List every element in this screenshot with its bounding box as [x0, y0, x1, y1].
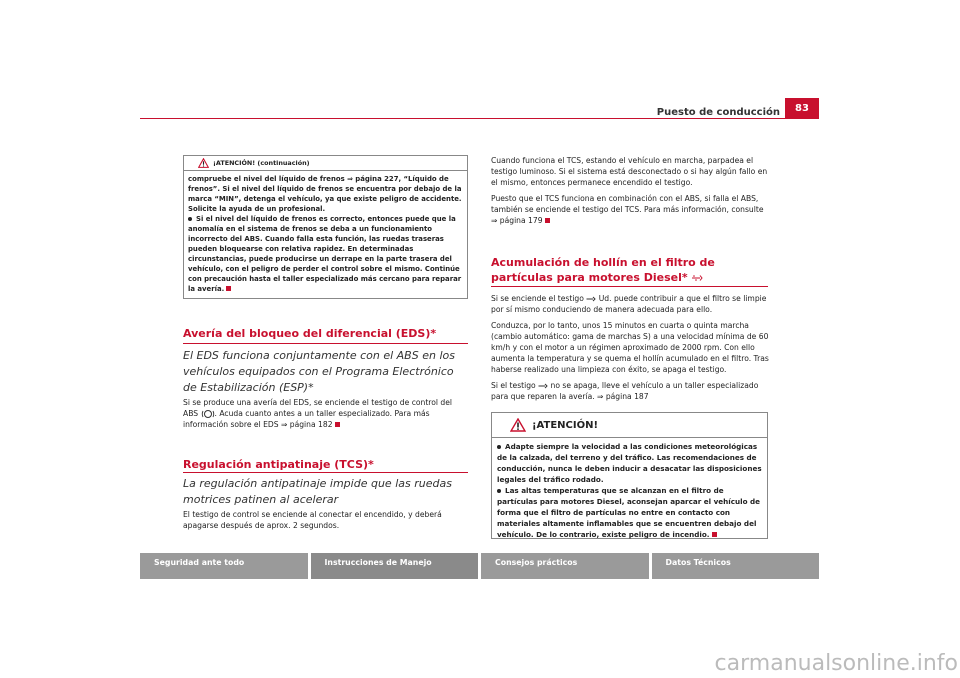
section-subheading-tcs: La regulación antipatinaje impide que las ruedas motrices patinen al acelerar: [183, 477, 452, 506]
footer-nav: [140, 553, 819, 579]
bullet-icon: [497, 489, 501, 493]
section-subheading-eds: El EDS funciona conjuntamente con el ABS en los vehículos equipados con el Programa Electrónico de Estabilización (ESP)*: [183, 349, 455, 394]
tcs-paragraph: Cuando funciona el TCS, estando el vehículo en marcha, parpadea el testigo luminoso. Si el sistema está desconectado o si hay algún fallo en el mismo, entonces permanece encendido el testigo.: [491, 156, 768, 187]
section-divider: [183, 343, 468, 344]
end-mark-icon: [545, 218, 550, 223]
page-reference-link[interactable]: ⇒ página 179: [491, 216, 543, 225]
dpf-text: Si se enciende el testigo: [491, 294, 584, 303]
warning-box-header: [184, 156, 467, 171]
section-heading-dpf: [491, 255, 771, 285]
particle-filter-icon: [691, 274, 703, 282]
warning-box-continued: [183, 155, 468, 299]
tcs-paragraph: Puesto que el TCS funciona en combinación con el ABS, si falla el ABS, también se enciende el testigo del TCS. Para más información, consulte: [491, 194, 764, 214]
warning-triangle-icon: [198, 158, 209, 168]
eds-text: Si se produce una avería del EDS, se enciende el testigo de control del ABS: [183, 398, 453, 418]
dpf-text: Si el testigo: [491, 381, 536, 390]
warning-box-title: ¡ATENCIÓN! (continuación): [213, 159, 310, 167]
right-column-top: [491, 155, 771, 231]
bullet-icon: [497, 445, 501, 449]
warning-paragraph: Las altas temperaturas que se alcanzan en el filtro de partículas para motores Diesel, aconsejan aparcar el vehículo de forma que el filtro de partículas no entre en contacto con materiales altamente inflamables que se encuentren debajo del vehículo. De lo contrario, existe peligro de incendio.: [497, 486, 761, 539]
footer-tab-datos[interactable]: Datos Técnicos: [652, 553, 820, 579]
footer-tab-instrucciones[interactable]: Instrucciones de Manejo: [311, 553, 479, 579]
section-heading-eds: Avería del bloqueo del diferencial (EDS)*: [183, 327, 437, 340]
section-heading-dpf-text: Acumulación de hollín en el filtro de partículas para motores Diesel*: [491, 256, 715, 284]
tcs-text: El testigo de control se enciende al conectar el encendido, y deberá apagarse después de aprox. 2 segundos.: [183, 510, 442, 530]
section-divider: [183, 472, 468, 473]
header-divider: [140, 118, 819, 119]
right-column-dpf: [491, 293, 771, 407]
dpf-text: Conduzca, por lo tanto, unos 15 minutos en cuarta o quinta marcha (cambio automático: gama de marchas S) a una velocidad mínima de 60 km/h y con el motor a un régimen aproximado de 2000 rpm. Con ello aumenta la temperatura y se quema el hollín acumulado en el filtro. Tras haberse realizado una limpieza con éxito, se apaga el testigo.: [491, 321, 769, 374]
warning-box-title: ¡ATENCIÓN!: [532, 419, 599, 431]
section-divider: [491, 286, 768, 287]
abs-warning-icon: [201, 410, 215, 418]
warning-box: [491, 412, 768, 539]
dpf-text: Ud. puede contribuir a que el filtro se limpie por sí mismo conduciendo de manera adecuada para ello.: [491, 294, 767, 314]
watermark-text: carmanualsonline.info: [714, 651, 958, 676]
dpf-text: no se apaga, lleve el vehículo a un taller especializado para que reparen la avería. ⇒ página 187: [491, 381, 759, 401]
end-mark-icon: [712, 532, 717, 537]
tcs-body: [183, 509, 468, 536]
page-number: 83: [785, 98, 819, 118]
end-mark-icon: [335, 422, 340, 427]
bullet-icon: [188, 217, 192, 221]
footer-tab-consejos[interactable]: Consejos prácticos: [481, 553, 649, 579]
footer-tab-seguridad[interactable]: Seguridad ante todo: [140, 553, 308, 579]
warning-box-header: [492, 413, 767, 438]
eds-text: . Acuda cuanto antes a un taller especializado. Para más información sobre el EDS ⇒ página 182: [183, 409, 430, 429]
eds-body: [183, 397, 468, 435]
end-mark-icon: [226, 286, 231, 291]
particle-filter-icon: [538, 383, 548, 389]
particle-filter-icon: [586, 296, 596, 302]
warning-triangle-icon: [510, 418, 526, 432]
section-heading-tcs: Regulación antipatinaje (TCS)*: [183, 458, 374, 471]
page-header-title: Puesto de conducción: [656, 107, 780, 118]
warning-paragraph: Adapte siempre la velocidad a las condiciones meteorológicas de la calzada, del terreno y del tráfico. Las recomendaciones de conducción, nunca le deben inducir a desacatar las disposiciones legales del tráfico rodado.: [497, 442, 762, 484]
warning-paragraph: Si el nivel del líquido de frenos es correcto, entonces puede que la anomalía en el sistema de frenos se deba a un funcionamiento incorrecto del ABS. Cuando falla esta función, las ruedas traseras pueden bloquearse con relativa rapidez. En determinadas circunstancias, puede producirse un derrape en la parte trasera del vehículo, con el peligro de perder el control sobre el mismo. Continúe con precaución hasta el taller especializado más cercano para reparar la avería.: [188, 215, 462, 293]
warning-paragraph: compruebe el nivel del líquido de frenos ⇒ página 227, “Líquido de frenos”. Si el nivel del líquido de frenos se encuentra por debajo de la marca “MIN”, detenga el vehículo, ya que existe peligro de accidente. Solicite la ayuda de un profesional.: [188, 175, 462, 213]
